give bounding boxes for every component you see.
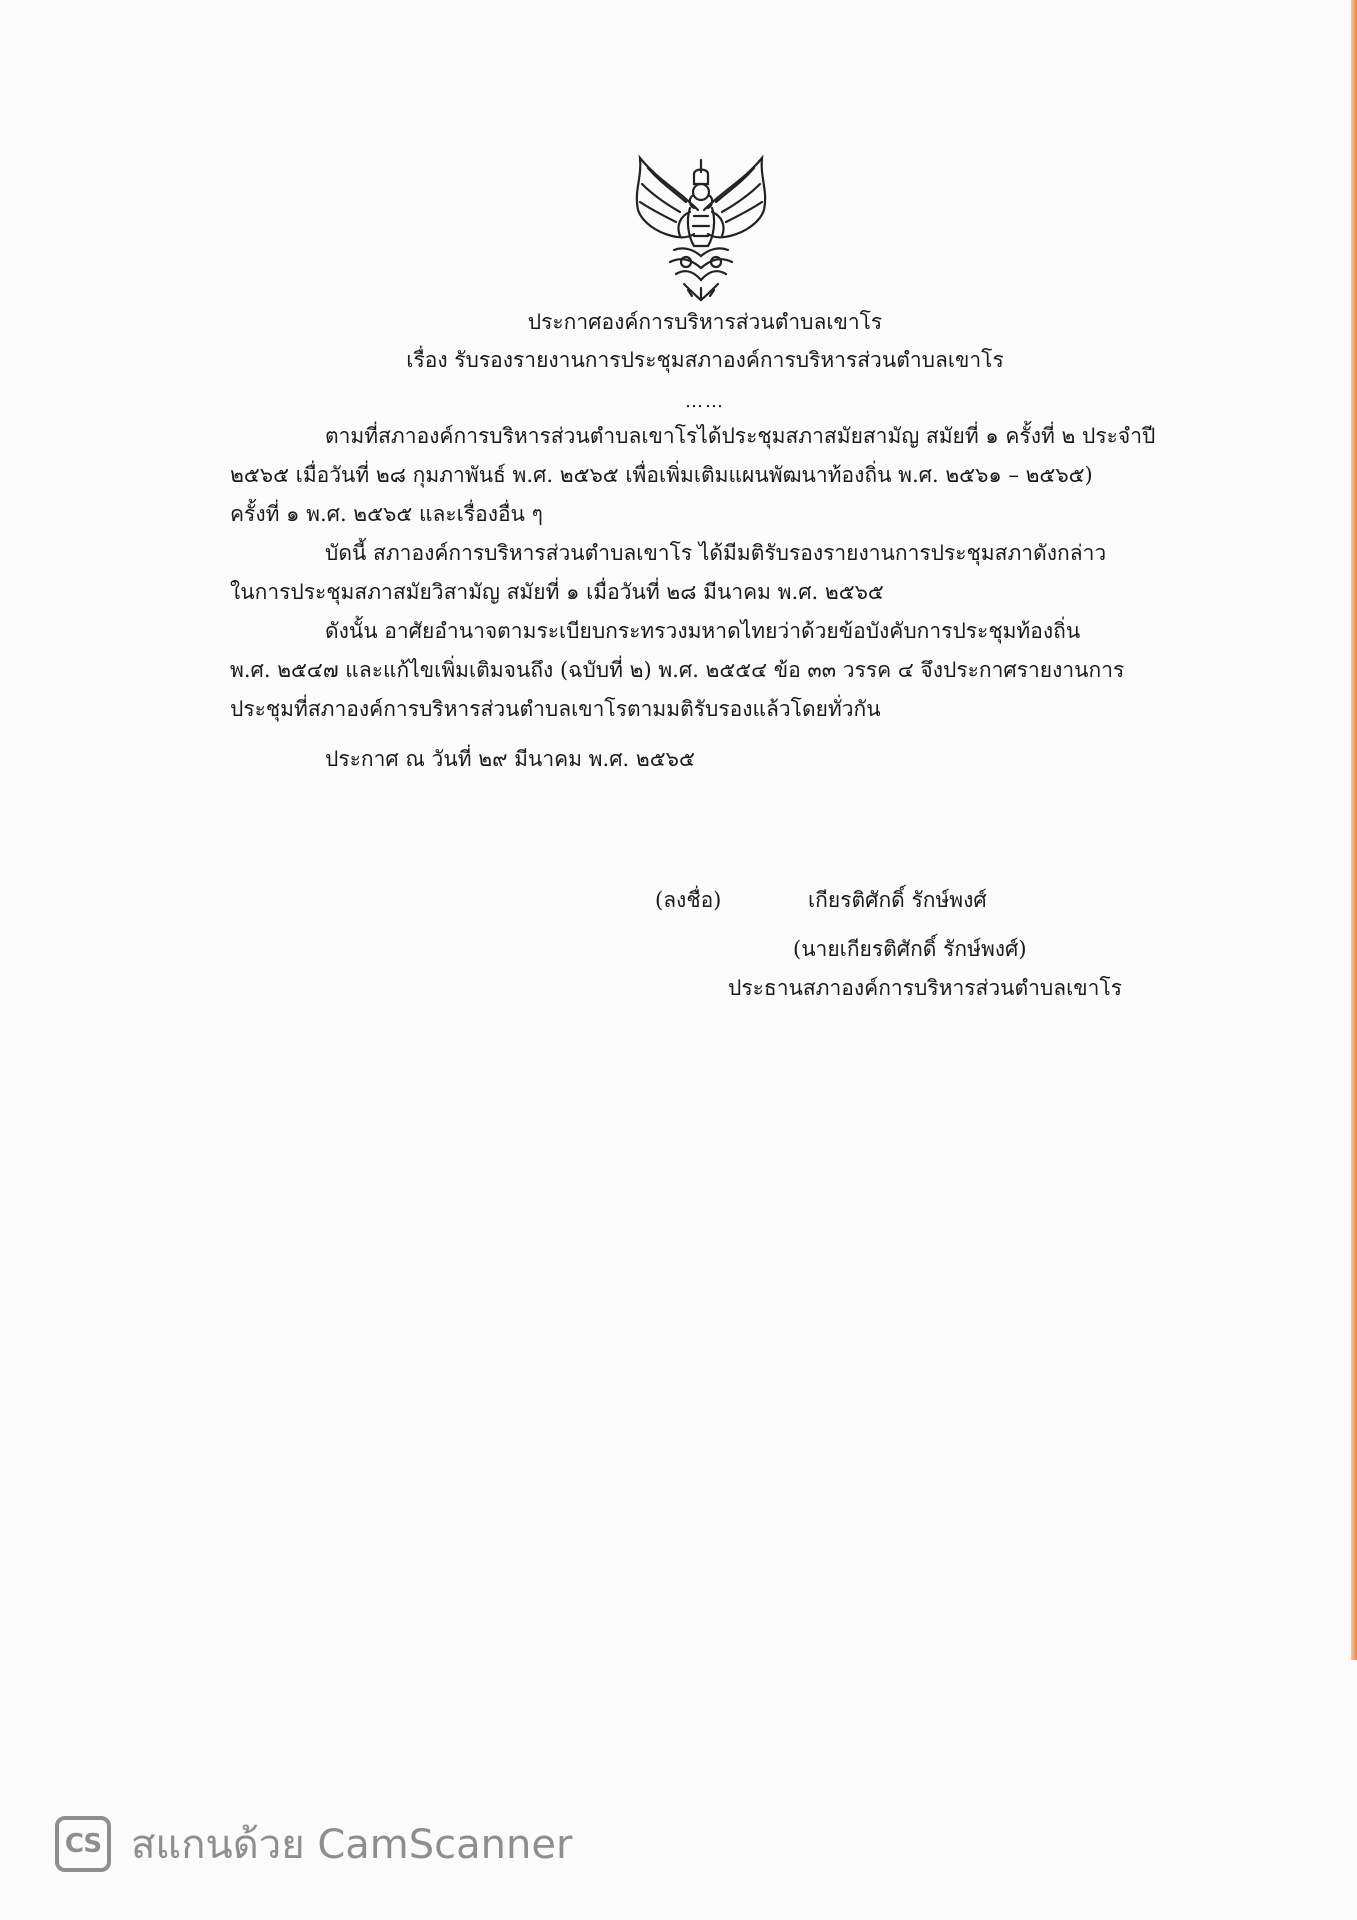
camscanner-watermark <box>55 1812 572 1876</box>
announcement-date: ประกาศ ณ วันที่ ๒๙ มีนาคม พ.ศ. ๒๕๖๕ <box>325 747 695 771</box>
paragraph-3-line-2: พ.ศ. ๒๕๔๗ และแก้ไขเพิ่มเติมจนถึง (ฉบับที่ ๒) พ.ศ. ๒๕๕๔ ข้อ ๓๓ วรรค ๔ จึงประกาศรายงานการ <box>230 658 1125 682</box>
paragraph-1-line-2: ๒๕๖๕ เมื่อวันที่ ๒๘ กุมภาพันธ์ พ.ศ. ๒๕๖๕ เพื่อเพิ่มเติมแผนพัฒนาท้องถิ่น พ.ศ. ๒๕๖๑ – ๒๕๖๕) <box>230 463 1093 487</box>
signatory-full-name: (นายเกียรติศักดิ์ รักษ์พงศ์) <box>793 937 1027 961</box>
watermark-text: สแกนด้วย CamScanner <box>131 1822 573 1868</box>
camscanner-logo-icon: CS <box>55 1816 111 1872</box>
paragraph-1-line-3: ครั้งที่ ๑ พ.ศ. ๒๕๖๕ และเรื่องอื่น ๆ <box>230 502 543 526</box>
separator: …… <box>685 391 725 412</box>
garuda-emblem-icon <box>628 150 774 304</box>
scan-edge-strip <box>1351 0 1357 1660</box>
paragraph-3-line-3: ประชุมที่สภาองค์การบริหารส่วนตำบลเขาโรตามมติรับรองแล้วโดยทั่วกัน <box>230 697 881 721</box>
paragraph-2-line-1: บัดนี้ สภาองค์การบริหารส่วนตำบลเขาโร ได้มีมติรับรองรายงานการประชุมสภาดังกล่าว <box>325 541 1107 565</box>
announcement-title: ประกาศองค์การบริหารส่วนตำบลเขาโร <box>527 310 883 334</box>
signature-name: เกียรติศักดิ์ รักษ์พงศ์ <box>808 888 987 912</box>
paragraph-2-line-2: ในการประชุมสภาสมัยวิสามัญ สมัยที่ ๑ เมื่อวันที่ ๒๘ มีนาคม พ.ศ. ๒๕๖๕ <box>230 580 884 604</box>
paragraph-1-line-1: ตามที่สภาองค์การบริหารส่วนตำบลเขาโรได้ประชุมสภาสมัยสามัญ สมัยที่ ๑ ครั้งที่ ๒ ประจำปี <box>325 424 1156 448</box>
announcement-subject: เรื่อง รับรองรายงานการประชุมสภาองค์การบริหารส่วนตำบลเขาโร <box>406 348 1004 372</box>
paragraph-3-line-1: ดังนั้น อาศัยอำนาจตามระเบียบกระทรวงมหาดไทยว่าด้วยข้อบังคับการประชุมท้องถิ่น <box>325 619 1081 643</box>
signatory-position: ประธานสภาองค์การบริหารส่วนตำบลเขาโร <box>728 976 1123 1000</box>
signature-label: (ลงชื่อ) <box>655 888 722 912</box>
